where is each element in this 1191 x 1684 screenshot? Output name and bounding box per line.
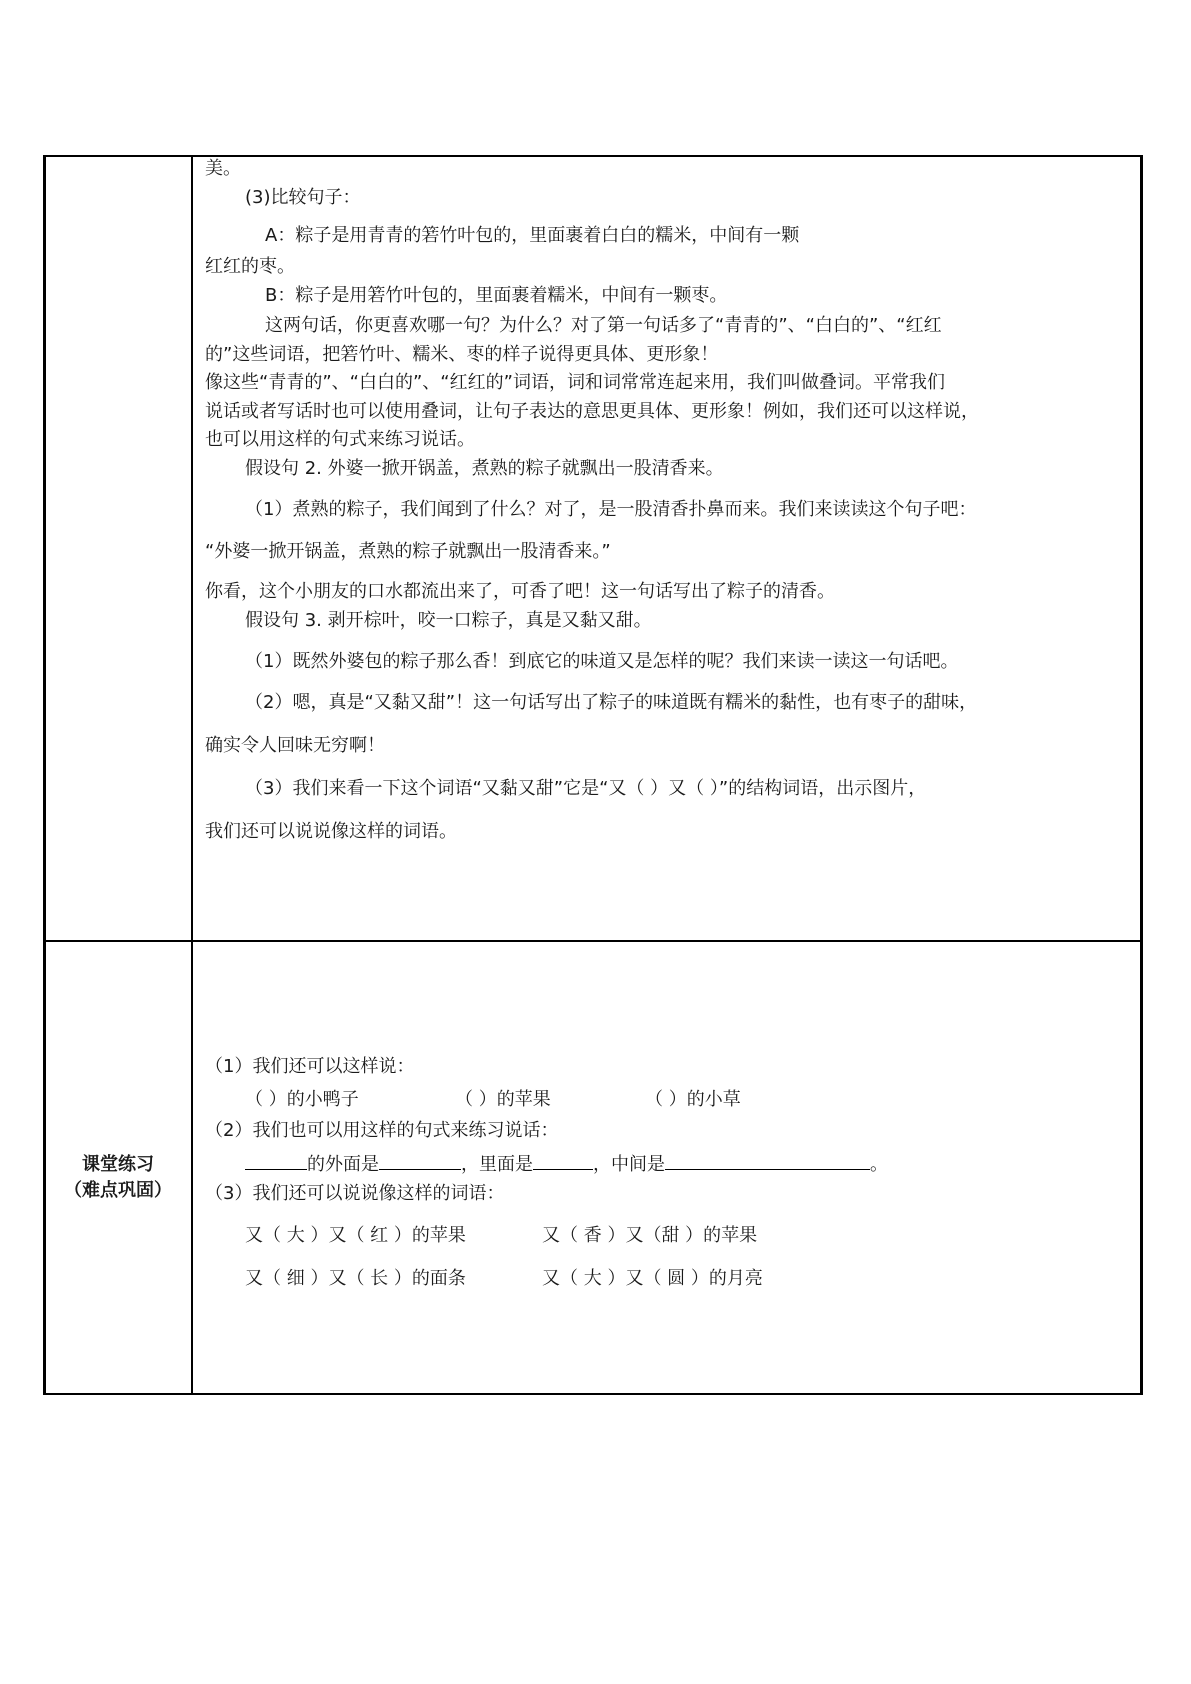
text-line: （2）嗯，真是“又黏又甜”！这一句话写出了粽子的味道既有糯米的黏性，也有枣子的甜味， xyxy=(245,692,978,713)
blank-phrase: （ ）的小鸭子 xyxy=(245,1089,359,1110)
answer-blank[interactable] xyxy=(379,1151,461,1170)
text-line: 美。 xyxy=(205,158,241,179)
text-line: （3）我们来看一下这个词语“又黏又甜”它是“又（ ）又（ ）”的结构词语，出示图片， xyxy=(245,778,927,799)
sentence-b: B：粽子是用箬竹叶包的，里面裹着糯米，中间有一颗枣。 xyxy=(265,285,728,306)
practice-item-2-title: （2）我们也可以用这样的句式来练习说话： xyxy=(205,1120,559,1141)
example-phrase: 又（ 大 ）又（ 红 ）的苹果 xyxy=(245,1225,466,1246)
row-divider xyxy=(45,940,1141,942)
blank-phrase: （ ）的小草 xyxy=(645,1089,741,1110)
text-line: 的”这些词语，把箬竹叶、糯米、枣的样子说得更具体、更形象！ xyxy=(205,344,719,365)
practice-label xyxy=(45,1152,191,1204)
practice-item-3-title: （3）我们还可以说说像这样的词语： xyxy=(205,1183,505,1204)
text-line: 也可以用这样的句式来练习说话。 xyxy=(205,429,475,450)
example-phrase: 又（ 香 ）又（甜 ）的苹果 xyxy=(542,1225,758,1246)
text-line: 说话或者写话时也可以使用叠词，让句子表达的意思更具体、更形象！例如，我们还可以这样说， xyxy=(205,401,979,422)
text-line: 假设句 3. 剥开棕叶，咬一口粽子，真是又黏又甜。 xyxy=(245,610,652,631)
column-divider xyxy=(191,157,193,1393)
text-line: 像这些“青青的”、“白白的”、“红红的”词语，词和词常常连起来用，我们叫做叠词。平常我们 xyxy=(205,372,945,393)
text-line: 这两句话，你更喜欢哪一句？为什么？对了第一句话多了“青青的”、“白白的”、“红红 xyxy=(265,315,942,336)
practice-label-subtitle: （难点巩固） xyxy=(64,1180,172,1201)
lesson-table xyxy=(43,155,1143,1395)
answer-blank[interactable] xyxy=(665,1151,870,1170)
text-line: “外婆一掀开锅盖，煮熟的粽子就飘出一股清香来。” xyxy=(205,541,611,562)
example-phrase: 又（ 大 ）又（ 圆 ）的月亮 xyxy=(542,1268,763,1289)
text-line: （1）既然外婆包的粽子那么香！到底它的味道又是怎样的呢？我们来读一读这一句话吧。 xyxy=(245,651,959,672)
text-line: 确实令人回味无穷啊！ xyxy=(205,735,385,756)
text-line: 红红的枣。 xyxy=(205,256,295,277)
text-line: 你看，这个小朋友的口水都流出来了，可香了吧！这一句话写出了粽子的清香。 xyxy=(205,581,835,602)
practice-label-title: 课堂练习 xyxy=(82,1154,154,1175)
blank-phrase: （ ）的苹果 xyxy=(455,1089,551,1110)
answer-blank[interactable] xyxy=(245,1151,307,1170)
answer-blank[interactable] xyxy=(533,1151,593,1170)
fill-sentence: 的外面是 ，里面是 ，中间是 。 xyxy=(245,1151,888,1176)
example-phrase: 又（ 细 ）又（ 长 ）的面条 xyxy=(245,1268,466,1289)
text-line: 我们还可以说说像这样的词语。 xyxy=(205,821,457,842)
text-line: （1）煮熟的粽子，我们闻到了什么？对了，是一股清香扑鼻而来。我们来读读这个句子吧： xyxy=(245,499,977,520)
table-right-border xyxy=(1140,157,1143,1393)
text-line: 假设句 2. 外婆一掀开锅盖，煮熟的粽子就飘出一股清香来。 xyxy=(245,458,724,479)
practice-item-1-title: （1）我们还可以这样说： xyxy=(205,1056,415,1077)
text-line: (3)比较句子： xyxy=(245,187,361,208)
sentence-a: A：粽子是用青青的箬竹叶包的，里面裹着白白的糯米，中间有一颗 xyxy=(265,225,800,246)
table-left-border xyxy=(43,157,46,1393)
